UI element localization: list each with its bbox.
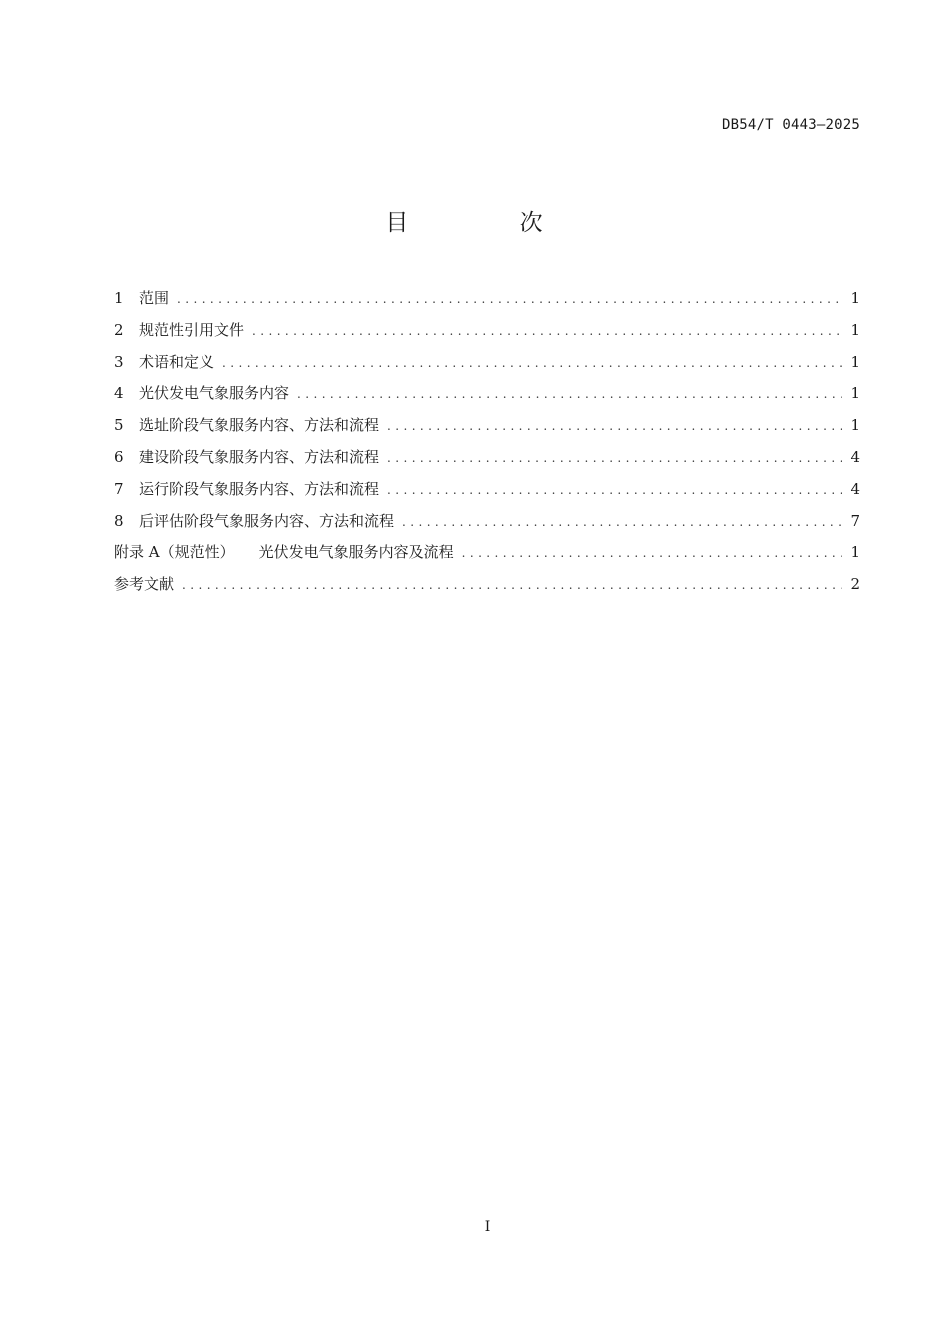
toc-entry-label: 光伏发电气象服务内容	[139, 384, 290, 403]
toc-entry-page: 4	[850, 447, 860, 466]
toc-entry-label: 后评估阶段气象服务内容、方法和流程	[139, 511, 395, 530]
toc-leader-dots	[387, 419, 842, 433]
toc-entry-number: 1	[114, 289, 124, 307]
toc-entry-page: 4	[850, 479, 860, 498]
toc-entry-number: 8	[114, 511, 124, 530]
toc-entry-1[interactable]	[114, 287, 860, 319]
toc-entry-label: 规范性引用文件	[139, 320, 245, 339]
toc-leader-dots	[462, 546, 842, 560]
toc-entry-4[interactable]	[114, 382, 860, 414]
toc-entry-page: 1	[850, 384, 860, 403]
toc-entry-appendix-a[interactable]	[114, 541, 860, 573]
appendix-heading: 附录 A（规范性）	[114, 543, 235, 562]
standard-code: DB54/T 0443—2025	[721, 117, 860, 133]
toc-leader-dots	[222, 356, 842, 370]
toc-entry-number: 3	[114, 352, 124, 371]
toc-entry-page: 1	[850, 352, 860, 371]
toc-entry-label: 运行阶段气象服务内容、方法和流程	[139, 479, 380, 498]
toc-entry-number: 7	[114, 479, 124, 498]
toc-entry-number: 2	[114, 320, 124, 339]
toc-leader-dots	[402, 515, 842, 529]
toc-entry-label: 参考文献	[114, 575, 175, 594]
toc-leader-dots	[252, 324, 842, 338]
toc-entry-number: 5	[114, 416, 124, 435]
toc-leader-dots	[387, 451, 842, 465]
toc-entry-7[interactable]	[114, 478, 860, 510]
toc-entry-page: 1	[850, 416, 860, 435]
table-of-contents	[114, 287, 860, 605]
toc-entry-label: 范围	[139, 289, 170, 307]
page-number: I	[484, 1219, 491, 1235]
toc-leader-dots	[182, 578, 842, 592]
toc-leader-dots	[177, 292, 842, 306]
toc-entry-8[interactable]	[114, 510, 860, 542]
toc-entry-number: 4	[114, 384, 124, 403]
toc-entry-label: 选址阶段气象服务内容、方法和流程	[139, 416, 380, 435]
toc-entry-label: 术语和定义	[139, 352, 215, 371]
toc-entry-label: 建设阶段气象服务内容、方法和流程	[139, 447, 380, 466]
toc-entry-2[interactable]	[114, 319, 860, 351]
toc-entry-6[interactable]	[114, 446, 860, 478]
toc-entry-page: 1	[850, 289, 860, 307]
toc-entry-5[interactable]	[114, 414, 860, 446]
toc-entry-3[interactable]	[114, 351, 860, 383]
toc-leader-dots	[297, 387, 842, 401]
toc-entry-references[interactable]	[114, 573, 860, 605]
toc-leader-dots	[387, 483, 842, 497]
page-title: 目 次	[385, 210, 595, 236]
toc-entry-label: 光伏发电气象服务内容及流程	[258, 543, 454, 562]
toc-entry-page: 1	[850, 543, 860, 562]
toc-entry-number: 6	[114, 447, 124, 466]
toc-entry-page: 1	[850, 320, 860, 339]
toc-entry-page: 7	[850, 511, 860, 530]
toc-entry-page: 2	[850, 575, 860, 594]
